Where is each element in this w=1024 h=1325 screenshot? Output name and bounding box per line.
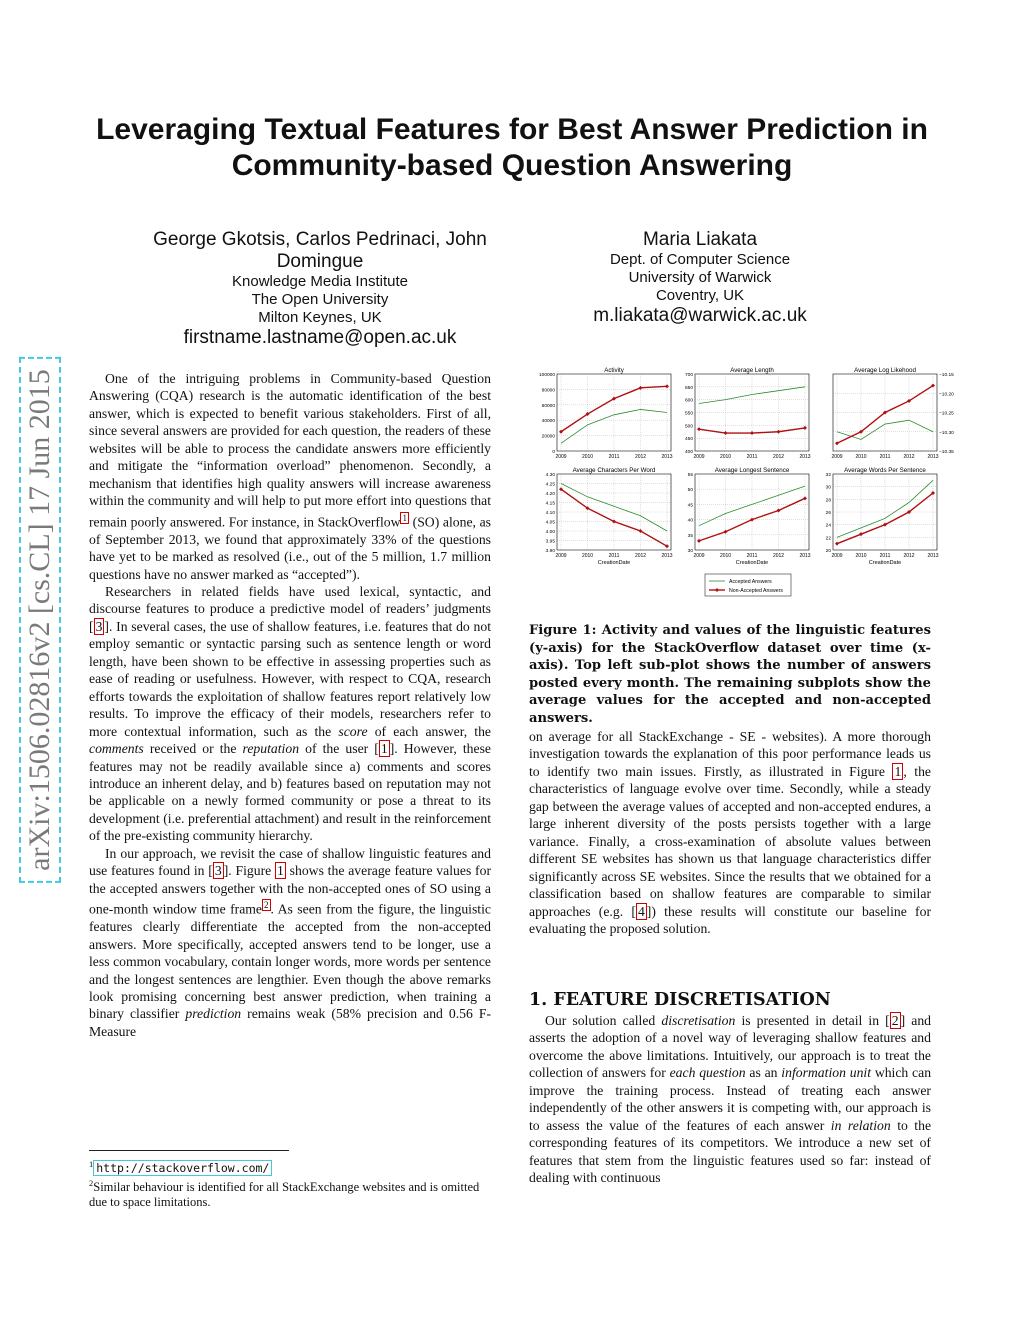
y-tick-label: 100000 bbox=[538, 373, 555, 378]
citation-link[interactable]: 3 bbox=[95, 618, 103, 634]
url-link[interactable]: http://stackoverflow.com/ bbox=[93, 1160, 272, 1176]
x-tick-label: 2011 bbox=[746, 553, 758, 559]
y-tick-label: 60000 bbox=[541, 403, 555, 409]
x-tick-label: 2009 bbox=[831, 454, 843, 460]
y-tick-label: 4.30 bbox=[545, 473, 555, 478]
figure-plots bbox=[533, 364, 954, 600]
y-tick-label: 28 bbox=[825, 498, 831, 504]
author-email: m.liakata@warwick.ac.uk bbox=[593, 305, 807, 326]
affiliation-line: Milton Keynes, UK bbox=[258, 309, 382, 326]
x-tick-label: 2011 bbox=[879, 553, 891, 559]
x-tick-label: 2013 bbox=[661, 454, 673, 460]
y-tick-label: 55 bbox=[687, 473, 693, 478]
x-axis-label: CreationDate bbox=[868, 560, 902, 566]
y-tick-label: −10.20 bbox=[939, 392, 954, 398]
plot-title: Average Log Likehood bbox=[854, 367, 916, 374]
paper-title: Leveraging Textual Features for Best Answer Prediction in Community-based Question Answering bbox=[96, 113, 928, 182]
y-tick-label: 650 bbox=[684, 385, 693, 391]
x-tick-label: 2010 bbox=[855, 553, 867, 559]
y-tick-label: 0 bbox=[552, 450, 555, 455]
affiliation-line: The Open University bbox=[251, 291, 389, 308]
figure-link[interactable]: 1 bbox=[894, 763, 902, 779]
x-tick-label: 2013 bbox=[927, 454, 939, 460]
affiliation-line: Knowledge Media Institute bbox=[232, 273, 408, 290]
x-tick-label: 2009 bbox=[555, 553, 567, 559]
x-tick-label: 2011 bbox=[879, 454, 891, 460]
y-tick-label: 50 bbox=[687, 488, 693, 494]
x-tick-label: 2012 bbox=[903, 553, 915, 559]
y-tick-label: 4.10 bbox=[545, 511, 555, 516]
x-tick-label: 2011 bbox=[608, 553, 620, 559]
y-tick-label: 450 bbox=[684, 437, 693, 443]
footnote-link[interactable]: 1 bbox=[402, 512, 407, 523]
y-tick-label: 32 bbox=[825, 473, 831, 478]
legend-label: Accepted Answers bbox=[729, 579, 772, 585]
section-body bbox=[529, 1012, 931, 1187]
x-tick-label: 2010 bbox=[581, 454, 594, 460]
right-column bbox=[529, 728, 931, 937]
author-block-left bbox=[140, 229, 500, 349]
y-tick-label: 30 bbox=[825, 485, 831, 491]
y-tick-label: 400 bbox=[684, 450, 693, 455]
section-heading: 1. FEATURE DISCRETISATION bbox=[529, 990, 831, 1010]
x-tick-label: 2013 bbox=[661, 553, 673, 559]
y-tick-label: −10.25 bbox=[939, 411, 954, 417]
x-tick-label: 2012 bbox=[903, 454, 915, 460]
y-tick-label: 20 bbox=[825, 549, 831, 554]
author-block-right bbox=[570, 229, 830, 327]
y-tick-label: 600 bbox=[684, 398, 693, 404]
y-tick-label: 700 bbox=[684, 373, 693, 378]
y-tick-label: 4.05 bbox=[545, 520, 555, 526]
y-tick-label: 80000 bbox=[541, 388, 555, 394]
y-tick-label: 20000 bbox=[541, 434, 555, 440]
paragraph: One of the intriguing problems in Community-based Question Answering (CQA) research is the automatic identification of the best answer, which is expected to benefit various stakeholders. First of all, since several answers are provided for each question, the readers of these websites will be able to process the candidate answers more efficiently and mitigate the “information overload” phenomenon. Secondly, a mechanism that identifies high quality answers will increase awareness within the community and will help to put more effort into questions that remain poorly answered. For instance, in StackOverflow $^1$ (SO) alone, as of September 2013, we found that approximately 33% of the questions have yet to be marked as resolved (i.e., out of the 5 million, 1.7 million questions have no answer marked as “accepted”). bbox=[89, 371, 492, 582]
x-tick-label: 2012 bbox=[634, 454, 647, 460]
y-tick-label: 45 bbox=[687, 503, 693, 509]
footnote-1: $^1$ http://stackoverflow.com/ bbox=[89, 1157, 491, 1176]
footnote-link[interactable]: 2 bbox=[264, 900, 269, 911]
citation-link[interactable]: 1 bbox=[380, 741, 388, 757]
x-tick-label: 2012 bbox=[772, 454, 785, 460]
x-tick-label: 2011 bbox=[746, 454, 758, 460]
y-tick-label: 3.90 bbox=[545, 549, 555, 554]
y-tick-label: 35 bbox=[687, 533, 693, 539]
x-tick-label: 2012 bbox=[634, 553, 647, 559]
arxiv-identifier: arXiv:1506.02816v2 [cs.CL] 17 Jun 2015 bbox=[8, 320, 72, 920]
citation-link[interactable]: 3 bbox=[214, 863, 222, 879]
y-tick-label: 30 bbox=[687, 549, 693, 554]
footnote-2: $^2$Similar behaviour is identified for all StackExchange websites and is omitted due to space limitations. bbox=[89, 1178, 480, 1210]
left-column bbox=[89, 370, 491, 1040]
y-tick-label: 26 bbox=[825, 511, 831, 516]
y-tick-label: −10.15 bbox=[939, 373, 954, 378]
paragraph: on average for all StackExchange - SE - websites). A more thorough investigation towards the explanation of this poor performance leads us to identify two main issues. Firstly, as illustrated in Figure 1 , the characteristics of language evolve over time. Secondly, while a steady gap between the average values of accepted and non-accepted endures, a large inherent diversity of the posts persists together with a large variance. Finally, a cross-examination of absolute values between different SE websites has shown us that language characteristics differ significantly across SE websites. Since the results that we obtained for a classification based on shallow features are comparable to similar approaches (e.g. [ 4 ]) these results will constitute our baseline for evaluating the proposed solution. bbox=[529, 729, 932, 936]
y-tick-label: 40000 bbox=[541, 419, 555, 425]
affiliation-line: University of Warwick bbox=[628, 269, 772, 286]
paragraph: Our solution called discretisation is presented in detail in [ 2 ] and asserts the adoption of a novel way of leveraging shallow features and overcome the above limitations. Intuitively, our approach is to treat the collection of answers for each question as an information unit which can improve the training process. Instead of treating each answer independently of the other answers it is competing with, our approach is to assess the value of the features of each answer in relation to the corresponding features of its competitors. We introduce a new set of features that stem from the linguistic features used so far: instead of dealing with continuous bbox=[529, 1013, 932, 1186]
x-tick-label: 2011 bbox=[608, 454, 620, 460]
x-tick-label: 2010 bbox=[581, 553, 594, 559]
x-tick-label: 2012 bbox=[772, 553, 785, 559]
legend-label: Non-Accepted Answers bbox=[729, 588, 783, 594]
x-tick-label: 2009 bbox=[831, 553, 843, 559]
x-tick-label: 2009 bbox=[555, 454, 567, 460]
plot-title: Activity bbox=[604, 367, 624, 374]
plot-title: Average Characters Per Word bbox=[572, 467, 656, 474]
figure-caption: Figure 1: Activity and values of the linguistic features (y-axis) for the StackOverflow dataset over time (x-axis). Top left sub-plot shows the number of answers posted every month. The remaining subplots show the average values for the accepted and non-accepted answers. bbox=[529, 623, 931, 726]
x-axis-label: CreationDate bbox=[597, 560, 631, 566]
footnote-rule bbox=[89, 1150, 289, 1151]
x-axis-label: CreationDate bbox=[735, 560, 769, 566]
author-names: Maria Liakata bbox=[642, 229, 758, 250]
affiliation-line: Coventry, UK bbox=[655, 287, 745, 304]
x-tick-label: 2009 bbox=[693, 553, 705, 559]
author-email: firstname.lastname@open.ac.uk bbox=[183, 327, 457, 348]
citation-link[interactable]: 4 bbox=[637, 903, 645, 919]
x-tick-label: 2009 bbox=[693, 454, 705, 460]
y-tick-label: 4.20 bbox=[545, 492, 555, 497]
paragraph: In our approach, we revisit the case of shallow linguistic features and use features found in [ 3 ]. Figure 1 shows the average feature values for the accepted answers together with the non-accepted ones of SO using a one-month window time frame $^2$ . As seen from the figure, the linguistic features clearly differentiate the accepted from the non-accepted answers. More specifically, accepted answers tend to be longer, use a less common vocabulary, contain longer words, more words per sentence and the longest sentences are lengthier. Even though the above remarks look promising concerning best answer prediction, when training a binary classifier prediction remains weak (58% precision and 0.56 F-Measure bbox=[89, 845, 492, 1039]
x-tick-label: 2010 bbox=[719, 553, 732, 559]
y-tick-label: 550 bbox=[684, 411, 693, 417]
plot-title: Average Longest Sentence bbox=[714, 467, 790, 474]
plot-title: Average Words Per Sentence bbox=[844, 467, 926, 474]
figure-link[interactable]: 1 bbox=[277, 863, 284, 879]
y-tick-label: 4.25 bbox=[545, 482, 555, 488]
x-tick-label: 2010 bbox=[719, 454, 732, 460]
citation-link[interactable]: 2 bbox=[891, 1013, 899, 1028]
y-tick-label: 500 bbox=[684, 424, 693, 430]
plot-title: Average Length bbox=[730, 367, 774, 374]
author-names: George Gkotsis, Carlos Pedrinaci, John Domingue bbox=[153, 229, 487, 272]
affiliation-line: Dept. of Computer Science bbox=[609, 251, 791, 268]
y-tick-label: 22 bbox=[825, 536, 831, 542]
paragraph: Researchers in related fields have used lexical, syntactic, and discourse features to produce a predictive model of readers’ judgments [ 3 ]. In several cases, the use of shallow features, i.e. features that do not employ semantic or syntactic parsing such as sentence length or word length, have been shown to be effective in assessing properties such as ease of reading or usefulness. However, with respect to CQA, research efforts towards the exploitation of shallow features report relatively low results. To improve the efficacy of their models, researchers refer to more contextual information, such as the score of each answer, the comments received or the reputation of the user [ 1 ]. However, these features may not be readily available since a) comments and scores introduce an inherent delay, and b) features based on reputation may not be applicable on a newly formed community or pose a threat to its development (i.e. preferential attachment) and result in the reinforcement of the pre-existing community hierarchy. bbox=[89, 584, 492, 844]
y-tick-label: 24 bbox=[825, 523, 831, 529]
y-tick-label: 40 bbox=[687, 518, 693, 524]
footnotes bbox=[89, 1150, 491, 1210]
x-tick-label: 2013 bbox=[799, 454, 811, 460]
y-tick-label: 4.00 bbox=[545, 530, 555, 535]
y-tick-label: −10.35 bbox=[939, 450, 954, 455]
y-tick-label: 4.15 bbox=[545, 501, 555, 507]
y-tick-label: 3.95 bbox=[545, 539, 555, 545]
figure-1 bbox=[533, 364, 954, 600]
x-tick-label: 2013 bbox=[799, 553, 811, 559]
x-tick-label: 2010 bbox=[855, 454, 867, 460]
x-tick-label: 2013 bbox=[927, 553, 939, 559]
y-tick-label: −10.30 bbox=[939, 430, 954, 436]
